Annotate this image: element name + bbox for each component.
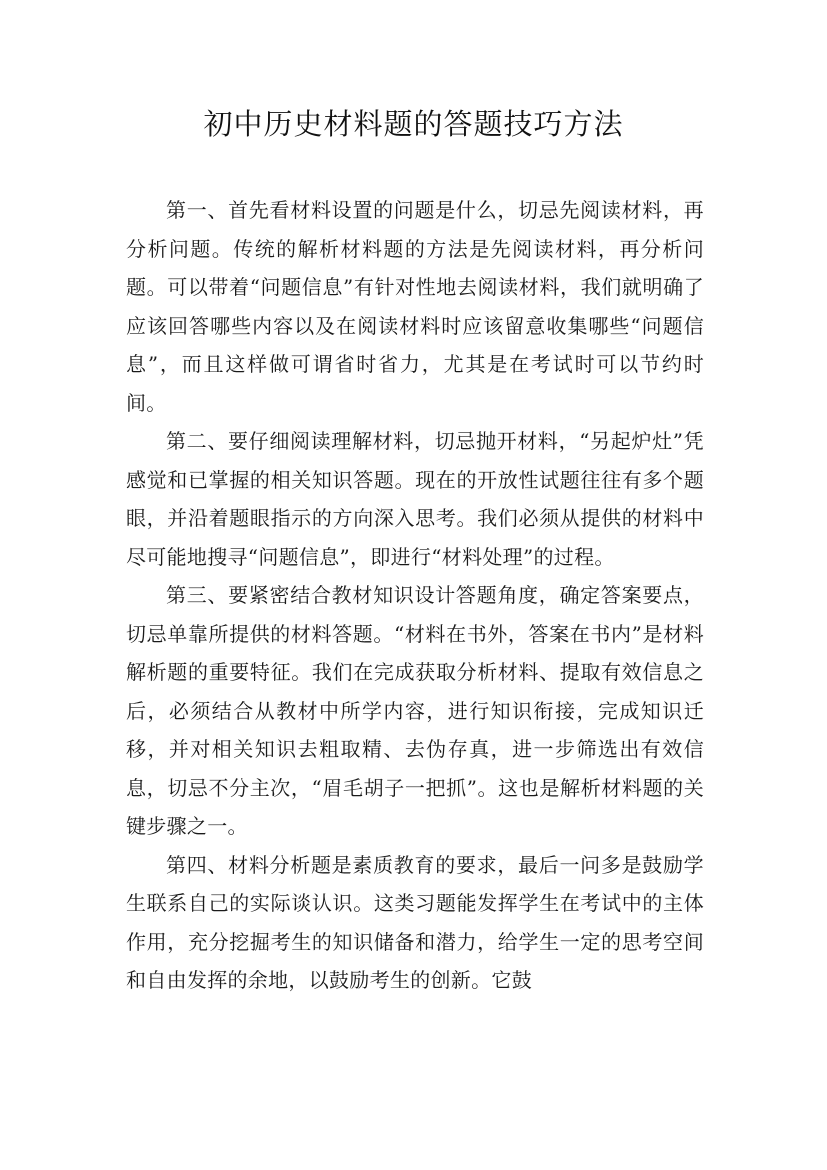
document-title: 初中历史材料题的答题技巧方法 [203,107,624,141]
paragraph-1: 第一、首先看材料设置的问题是什么，切忌先阅读材料，再分析问题。传统的解析材料题的方法是先阅读材料，再分析问题。可以带着“问题信息”有针对性地去阅读材料，我们就明确了应该回答哪些内容以及在阅读材料时应该留意收集哪些“问题信息”，而且这样做可谓省时省力，尤其是在考试时可以节约时间。 [126,198,704,415]
paragraph-4: 第四、材料分析题是素质教育的要求，最后一问多是鼓励学生联系自己的实际谈认识。这类习题能发挥学生在考试中的主体作用，充分挖掘考生的知识储备和潜力，给学生一定的思考空间和自由发挥的余地，以鼓励考生的创新。它鼓 [126,852,704,992]
paragraph-2: 第二、要仔细阅读理解材料，切忌抛开材料，“另起炉灶”凭感觉和已掌握的相关知识答题。现在的开放性试题往往有多个题眼，并沿着题眼指示的方向深入思考。我们必须从提供的材料中尽可能地搜寻“问题信息”，即进行“材料处理”的过程。 [126,429,704,569]
paragraph-3: 第三、要紧密结合教材知识设计答题角度，确定答案要点，切忌单靠所提供的材料答题。“材料在书外，答案在书内”是材料解析题的重要特征。我们在完成获取分析材料、提取有效信息之后，必须结合从教材中所学内容，进行知识衔接，完成知识迁移，并对相关知识去粗取精、去伪存真，进一步筛选出有效信息，切忌不分主次，“眉毛胡子一把抓”。这也是解析材料题的关键步骤之一。 [126,583,704,838]
document-body [126,191,704,1000]
